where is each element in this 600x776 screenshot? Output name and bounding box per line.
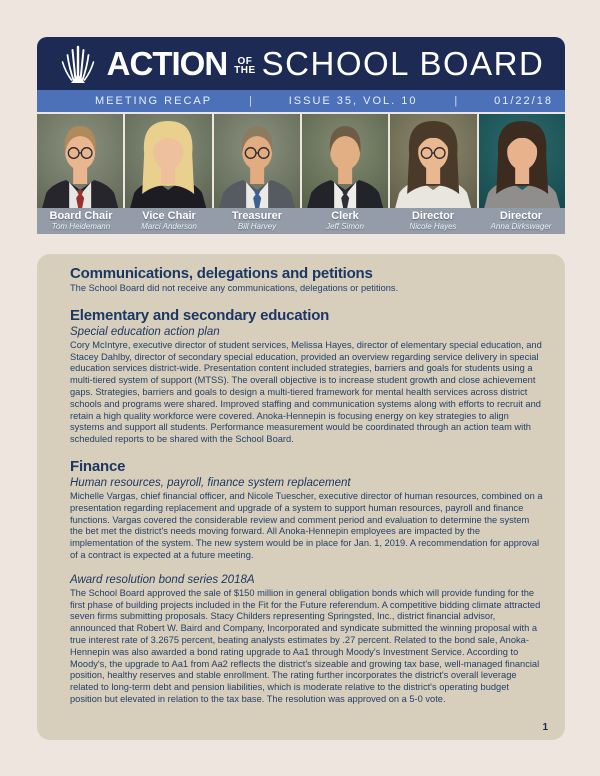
anoka-hennepin-fan-logo-icon: [58, 43, 98, 83]
board-member-label: [213, 208, 301, 234]
paragraph-text: The School Board approved the sale of $150 million in general obligation bonds which will provide funding for the first phase of building projects included in the Fit for the Future referendum. A competitive bidding climate attracted seven firms submitting proposals. Stacy Childers representing Springsted, Inc., district financial advisor, announced that Robert W. Baird and Company, Incorporated and syndicate submitted the winning proposal with a true interest rate of 3.2675 percent, beating analysts estimates by .27 percent. Related to the bond sale, Anoka-Hennepin was also awarded a bond rating upgrade to Aa1 through Moody's Investment Service. According to Moody's, the upgrade to Aa1 from Aa2 reflects the district's sizeable and growing tax base, well-managed financial position, healthy reserves and stable enrollment. The rating further incorporates the district's overall leverage related to long-term debt and pension liabilities, which is moderate relative to the district's operating budget position but elevated in relation to the tax base. The resolution was approved on a 5-0 vote.: [70, 587, 541, 704]
board-member-role: Clerk: [331, 210, 359, 222]
meeting-bar-separator: |: [454, 95, 458, 107]
board-member-name: Nicole Hayes: [409, 222, 457, 231]
meeting-bar: [37, 90, 565, 112]
meeting-bar-separator: |: [248, 95, 252, 107]
content-section: [70, 265, 543, 295]
section-heading: Elementary and secondary education: [70, 306, 330, 324]
meeting-bar-item: 01/22/18: [494, 95, 553, 107]
board-member-name: Anna Dirkswager: [490, 222, 552, 231]
masthead-title: [107, 45, 545, 83]
content-section: [70, 307, 543, 446]
page-number: 1: [542, 722, 548, 733]
content-card: [37, 254, 565, 740]
section-subheading: Human resources, payroll, finance system replacement: [70, 476, 351, 489]
newsletter-document: [37, 37, 565, 740]
board-member-name: Tom Heidemann: [51, 222, 111, 231]
board-member-role: Board Chair: [49, 210, 113, 222]
masthead-title-schoolboard: SCHOOL BOARD: [261, 44, 545, 82]
board-member-name: Jeff Simon: [326, 222, 364, 231]
board-member-photo: [214, 114, 300, 208]
board-member-photo: [390, 114, 476, 208]
meeting-bar-item: ISSUE 35, VOL. 10: [288, 95, 418, 107]
paragraph-text: Michelle Vargas, chief financial officer, and Nicole Tuescher, executive director of human resources, combined on a presentation regarding replacement and upgrade of a system to support human resources, payroll and finance functions. Vargas covered the considerable review and comment period and evaluation to determine the system the bet met the district's needs moving forward. All Anoka-Hennepin employees are impacted by the implementation of the system. The new system would be in place for Jan. 1, 2019. A recommendation for approval of a contract is expected at a future meeting.: [70, 490, 543, 560]
board-member-label: [125, 208, 213, 234]
meeting-bar-item: MEETING RECAP: [95, 95, 213, 107]
board-member-photo: [37, 114, 123, 208]
section-heading: Communications, delegations and petitions: [70, 265, 373, 282]
board-member-role: Director: [499, 210, 543, 222]
board-member-name: Bill Harvey: [237, 222, 277, 231]
board-label-band: [37, 208, 565, 234]
board-photo-strip: [37, 114, 565, 208]
masthead-title-action: ACTION: [106, 44, 228, 82]
board-member-label: [37, 208, 125, 234]
sections-container: [70, 265, 543, 706]
paragraph-text: Cory McIntyre, executive director of student services, Melissa Hayes, director of elementary special education, and Stacey Dahlby, director of secondary special education, provided an overview regarding service delivery in special education services district-wide. Presentation content included strategies, barriers and goals for students using a multi-tiered system of support (MTSS). The overall objective is to increase student growth and close achievement gaps. Strategies, barriers and goals to design a multi-tiered framework for mental health services across district schools and programs were shared. Improved staffing and communication systems along with efforts to recruit and retain a high quality workforce were covered. Anoka-Hennepin is focusing energy on key strategies to align systems and support all students. Performance measurement would be coordinated through an action team with scheduled reports to be shared with the School Board.: [70, 339, 542, 445]
board-member-photo: [479, 114, 565, 208]
board-member-photo: [302, 114, 388, 208]
masthead: [37, 37, 565, 90]
board-member-role: Treasurer: [231, 210, 283, 222]
section-subheading: Special education action plan: [70, 325, 220, 338]
board-member-photo: [125, 114, 211, 208]
board-member-label: [477, 208, 565, 234]
paragraph-text: The School Board did not receive any communications, delegations or petitions.: [70, 283, 399, 293]
masthead-title-ofthe: OF THE: [234, 55, 256, 76]
section-heading: Finance: [70, 457, 126, 475]
board-member-label: [301, 208, 389, 234]
board-member-role: Vice Chair: [142, 210, 196, 222]
content-section: [70, 458, 543, 706]
board-member-label: [389, 208, 477, 234]
board-member-role: Director: [411, 210, 455, 222]
board-member-name: Marci Anderson: [141, 222, 197, 231]
section-subheading: Award resolution bond series 2018A: [70, 573, 255, 586]
